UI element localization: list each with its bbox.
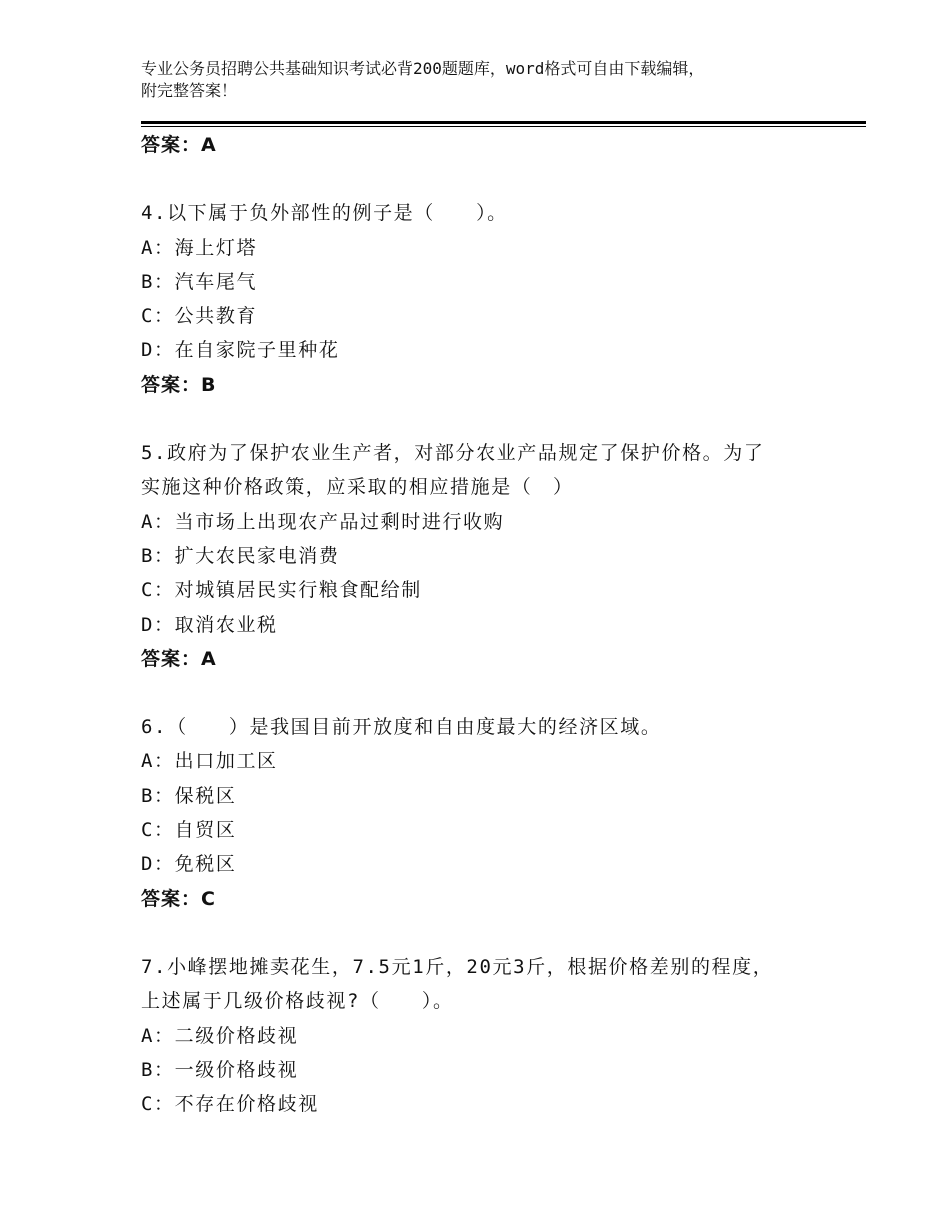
answer-line [141, 128, 861, 162]
question-stem-continued: 上述属于几级价格歧视?（ ）。 [141, 990, 454, 1013]
option-b: B：一级价格歧视 [141, 1058, 299, 1081]
answer-value: A [201, 647, 217, 670]
option-b: B：扩大农民家电消费 [141, 544, 340, 567]
option-a: A：二级价格歧视 [141, 1024, 299, 1047]
answer-prefix: 答案： [141, 373, 202, 396]
option-d: D：免税区 [141, 853, 237, 876]
answer-prefix: 答案： [141, 134, 202, 156]
option-c: C：自贸区 [141, 819, 237, 842]
question-stem: 6.（ ）是我国目前开放度和自由度最大的经济区域。 [141, 716, 662, 739]
spacer [141, 402, 861, 436]
answer-line [141, 368, 861, 402]
option-b: B：汽车尾气 [141, 270, 258, 293]
header-rule-thick [141, 121, 866, 124]
option-a: A：海上灯塔 [141, 236, 258, 259]
document-header [141, 58, 841, 102]
header-line-2: 附完整答案！ [141, 81, 238, 100]
answer-line [141, 882, 861, 916]
question-list [141, 128, 861, 1121]
option-c: C：公共教育 [141, 305, 258, 328]
answer-value: C [201, 887, 216, 910]
answer-line [141, 642, 861, 676]
option-d: D：在自家院子里种花 [141, 339, 340, 362]
question-block [141, 196, 861, 402]
option-c: C：不存在价格歧视 [141, 1093, 319, 1116]
question-stem: 7.小峰摆地摊卖花生，7.5元1斤，20元3斤，根据价格差别的程度， [141, 955, 774, 978]
answer-prefix: 答案： [141, 887, 202, 910]
header-line-1: 专业公务员招聘公共基础知识考试必背200题题库，word格式可自由下载编辑， [141, 59, 705, 78]
question-block [141, 436, 861, 676]
option-a: A：当市场上出现农产品过剩时进行收购 [141, 510, 505, 533]
spacer [141, 676, 861, 710]
question-block [141, 950, 861, 1121]
answer-value: B [201, 373, 217, 396]
option-d: D：取消农业税 [141, 613, 278, 636]
answer-value: A [201, 134, 217, 156]
question-block [141, 710, 861, 916]
header-rule-thin [141, 126, 866, 127]
option-c: C：对城镇居民实行粮食配给制 [141, 579, 422, 602]
option-a: A：出口加工区 [141, 750, 278, 773]
question-stem: 4.以下属于负外部性的例子是（ ）。 [141, 202, 508, 225]
spacer [141, 916, 861, 950]
answer-prefix: 答案： [141, 647, 202, 670]
question-stem: 5.政府为了保护农业生产者，对部分农业产品规定了保护价格。为了 [141, 442, 765, 465]
question-stem-continued: 实施这种价格政策，应采取的相应措施是（ ） [141, 476, 574, 499]
spacer [141, 162, 861, 196]
option-b: B：保税区 [141, 784, 237, 807]
